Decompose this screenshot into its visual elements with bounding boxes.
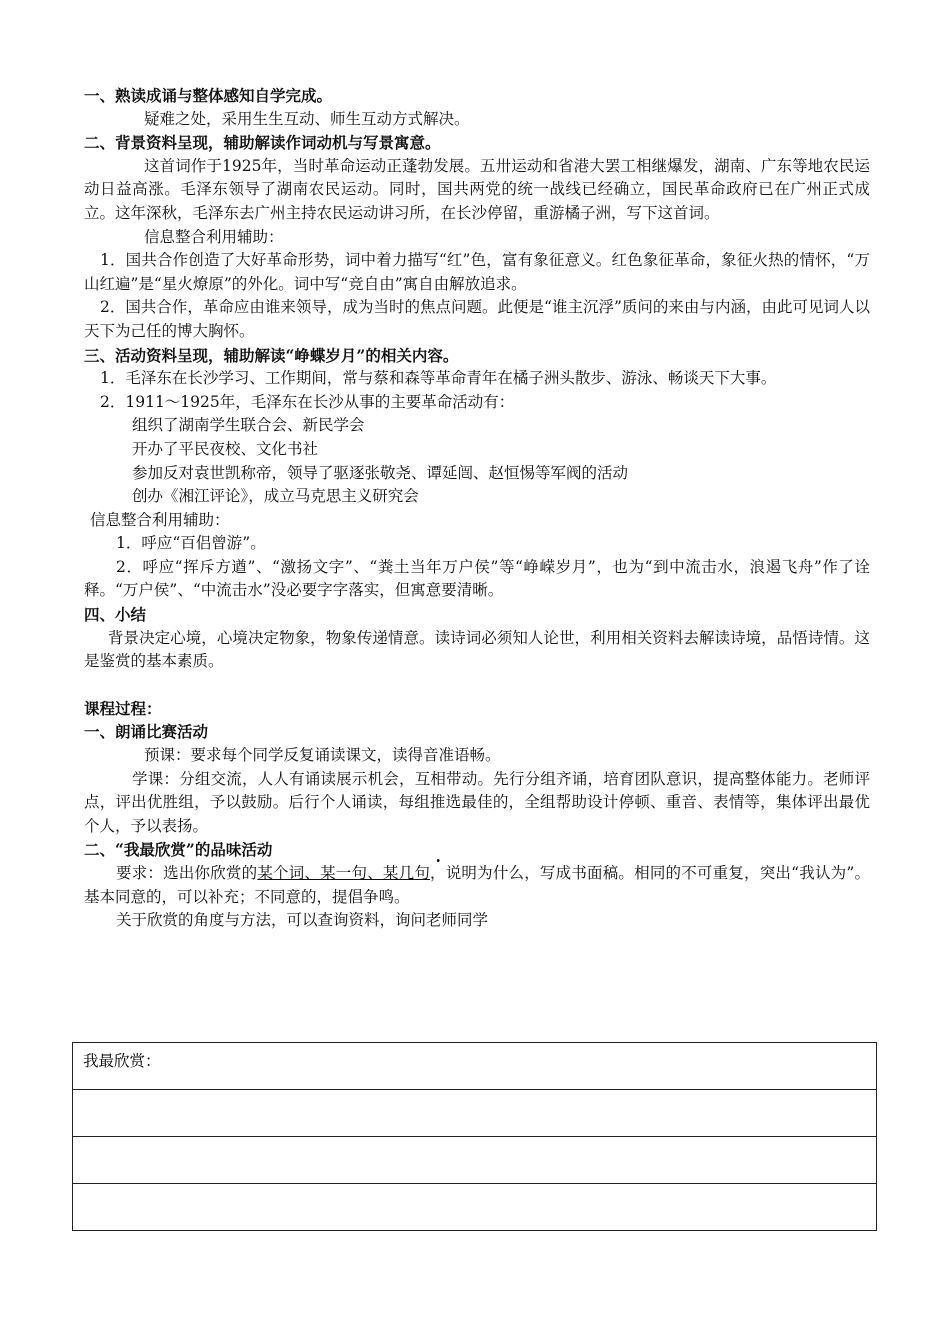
- course-title: 课程过程：: [84, 698, 162, 718]
- background-paragraph: 这首词作于1925年，当时革命运动正蓬勃发展。五卅运动和省港大罢工相继爆发，湖南、广东等地农民运动日益高涨。毛泽东领导了湖南农民运动。同时，国共两党的统一战线已经确立，国民革命政府已在广州正式成立。这年深秋，毛泽东去广州主持农民运动讲习所，在长沙停留，重游橘子洲，写下这首词。: [84, 156, 870, 222]
- requirement-paragraph: 要求：选出你欣赏的某个词、某一句、某几句，说明为什么，写成书面稿。相同的不可重复，突出“我认为”。基本同意的，可以补充；不同意的，提倡争鸣。: [84, 864, 870, 906]
- underlined-text: 某个词、某一句、某几: [257, 864, 415, 882]
- section-2-item-2: 2．国共合作，革命应由谁来领导，成为当时的焦点问题。此便是“谁主沉浮”质问的来由与内涵，由此可见词人以天下为己任的博大胸怀。: [84, 298, 870, 340]
- activity-item: 开办了平民夜校、文化书社: [132, 439, 319, 458]
- info-label: 信息整合利用辅助：: [90, 510, 230, 529]
- section-4-heading: 四、小结: [84, 605, 147, 625]
- section-1-heading: 一、熟读成诵与整体感知自学完成。: [84, 86, 333, 105]
- section-3-item-1: 1．毛泽东在长沙学习、工作期间，常与蔡和森等革命青年在橘子洲头散步、游泳、畅谈天下大事。: [100, 369, 777, 388]
- section-3-response-2: 2．呼应“挥斥方遒”、“激扬文字”、“粪土当年万户侯”等“峥嵘岁月”，也为“到中流击水，浪遏飞舟”作了诠释。“万户侯”、“中流击水”没必要字字落实，但寓意要清晰。: [84, 557, 870, 600]
- answer-line[interactable]: [73, 1090, 877, 1137]
- preview-text: 预课：要求每个同学反复诵读课文，读得音准语畅。: [144, 746, 501, 765]
- section-3-heading: 三、活动资料呈现，辅助解读“峥蝶岁月”的相关内容。: [84, 345, 459, 365]
- section-2-item-1: 1．国共合作创造了大好革命形势，词中着力描写“红”色，富有象征意义。红色象征革命，象征火热的情怀，“万山红遍”是“星火燎原”的外化。词中写“竞自由”寓自由解放追求。: [84, 251, 870, 293]
- answer-table: [72, 1042, 877, 1231]
- answer-line[interactable]: [73, 1137, 877, 1184]
- section-3-item-2: 2．1911～1925年，毛泽东在长沙从事的主要革命活动有：: [100, 392, 515, 411]
- info-label: 信息整合利用辅助：: [144, 227, 284, 246]
- document-body: [84, 84, 870, 933]
- section-1-text: 疑难之处，采用生生互动、师生互动方式解决。: [144, 109, 470, 128]
- about-text: 关于欣赏的角度与方法，可以查询资料，询问老师同学: [116, 911, 489, 930]
- section-3-response-1: 1．呼应“百侣曾游”。: [116, 534, 266, 553]
- study-paragraph: 学课：分组交流，人人有诵读展示机会，互相带动。先行分组齐诵，培育团队意识，提高整体能力。老师评点，评出优胜组，予以鼓励。后行个人诵读，每组推选最佳的，全组帮助设计停顿、重音、表情等，集体评出最优个人，予以表扬。: [84, 769, 870, 835]
- activity-item: 创办《湘江评论》，成立马克思主义研究会: [132, 487, 419, 506]
- section-2-heading: 二、背景资料呈现，辅助解读作词动机与写景寓意。: [84, 133, 441, 153]
- summary-paragraph: 背景决定心境，心境决定物象，物象传递情意。读诗词必须知人论世，利用相关资料去解读诗境，品悟诗情。这是鉴赏的基本素质。: [84, 628, 870, 671]
- answer-line[interactable]: [73, 1184, 877, 1231]
- activity-item: 组织了湖南学生联合会、新民学会: [132, 416, 365, 435]
- course-section-2-heading: 二、“我最欣赏”的品味活动: [84, 840, 273, 860]
- answer-label-cell[interactable]: 我最欣赏：: [73, 1043, 877, 1090]
- course-section-1-heading: 一、朗诵比赛活动: [84, 722, 209, 742]
- emphasis-dot-text: 句: [414, 864, 431, 882]
- activity-item: 参加反对袁世凯称帝，领导了驱逐张敬尧、谭延闿、赵恒惕等军阀的活动: [132, 463, 629, 482]
